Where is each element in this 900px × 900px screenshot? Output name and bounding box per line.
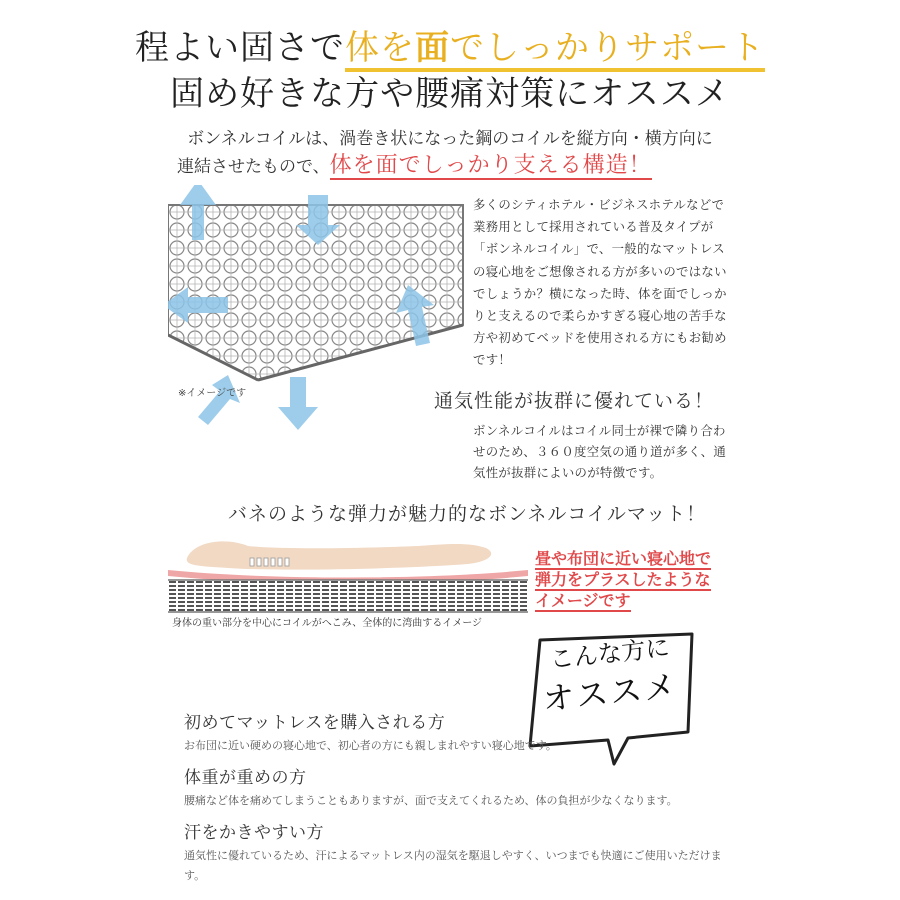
softness-callout: 畳や布団に近い寝心地で 弾力をプラスしたような イメージです — [535, 549, 712, 610]
headline-plain: 程よい固さで — [135, 28, 345, 68]
human-body-silhouette — [187, 541, 491, 569]
mattress-cross-section-illustration — [168, 528, 528, 624]
description-paragraph: 多くのシティホテル・ビジネスホテルなどで業務用として採用されている普及タイプが「ボンネルコイル」で、一般的なマットレスの寝心地をご想像される方が多いのではないでしょうか？横になった時、体を面でしっかりと支えるので柔らかすぎる寝心地の苦手な方や初めてベッドを使用される方にもお勧めです！ — [473, 197, 727, 368]
intro-plain: 連結させたもので、 — [177, 157, 330, 177]
intro-line-1: ボンネルコイルは、渦巻き状になった鋼のコイルを縦方向・横方向に — [187, 129, 713, 149]
recommend-item-title: 体重が重めの方 — [184, 768, 307, 788]
recommend-item-desc: 腰痛など体を痛めてしまうこともありますが、面で支えてくれるため、体の負担が少なくなります。 — [184, 794, 678, 807]
spring-heading: バネのような弾力が魅力的なボンネルコイルマット！ — [228, 503, 707, 525]
bubble-text-line-2: オススメ — [540, 666, 680, 719]
recommend-item-desc: 通気性に優れているため、汗によるマットレス内の湿気を駆退しやすく、いつまでも快適にご使用いただけます。 — [184, 849, 722, 882]
recommend-item-title: 汗をかきやすい方 — [184, 823, 324, 843]
recommend-item-title: 初めてマットレスを購入される方 — [184, 713, 446, 733]
headline-line-2: 固め好きな方や腰痛対策にオススメ — [170, 74, 730, 114]
headline-line-1 — [0, 20, 900, 69]
headline-highlight: 体を面でしっかりサポート — [345, 28, 765, 72]
ventilation-paragraph: ボンネルコイルはコイル同士が裸で隣り合わせのため、３６０度空気の通り道が多く、通気性が抜群によいのが特徴です。 — [473, 423, 727, 480]
recommend-item-desc: お布団に近い硬めの寝心地で、初心者の方にも親しまれやすい寝心地です。 — [184, 739, 557, 752]
figure-caption: ※イメージです — [178, 388, 247, 399]
ventilation-heading: 通気性能が抜群に優れている！ — [434, 390, 715, 412]
mattress-caption: 身体の重い部分を中心にコイルがへこみ、全体的に湾曲するイメージ — [172, 618, 482, 629]
intro-line-2 — [177, 148, 652, 179]
bubble-text-line-1: こんな方に — [548, 633, 671, 674]
intro-highlight: 体を面でしっかり支える構造！ — [329, 153, 652, 178]
